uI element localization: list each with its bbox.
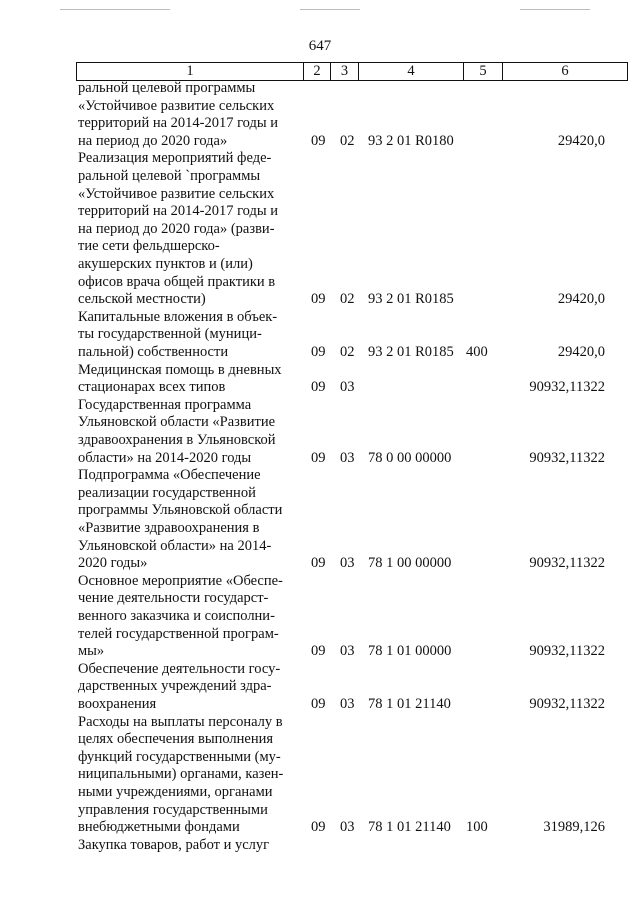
scan-mark <box>60 9 170 10</box>
row-description <box>78 397 301 467</box>
cell-c4: 78 1 01 21140 <box>368 819 451 836</box>
cell-c2: 09 <box>311 449 326 466</box>
cell-c4: 78 1 00 00000 <box>368 555 452 572</box>
description-line: Основное мероприятие «Обеспе- <box>78 572 283 589</box>
cell-c3: 03 <box>340 379 355 396</box>
description-line: чение деятельности государст- <box>78 590 269 607</box>
cell-c6: 90932,11322 <box>529 555 605 572</box>
cell-c6: 90932,11322 <box>529 449 605 466</box>
row-description <box>78 573 301 661</box>
header-col-5: 5 <box>479 63 487 79</box>
description-line: Государственная программа <box>78 396 252 413</box>
page-number: 647 <box>308 38 332 54</box>
description-line: тие сети фельдшерско- <box>78 238 220 255</box>
description-line: Ульяновской области» на 2014- <box>78 537 272 554</box>
description-line: ты государственной (муници- <box>78 326 262 343</box>
table-header <box>76 62 628 81</box>
description-line: 2020 годы» <box>78 555 148 572</box>
cell-c2: 09 <box>311 695 326 712</box>
description-line: Подпрограмма «Обеспечение <box>78 467 261 484</box>
description-line: ными учреждениями, органами <box>78 783 273 800</box>
cell-c6: 90932,11322 <box>529 379 605 396</box>
description-line: на период до 2020 года» <box>78 132 228 149</box>
description-line: ниципальными) органами, казен- <box>78 766 284 783</box>
cell-c4: 78 1 01 21140 <box>368 695 451 712</box>
cell-c3: 02 <box>340 291 355 308</box>
description-line: Медицинская помощь в дневных <box>78 361 282 378</box>
cell-c2: 09 <box>311 643 326 660</box>
cell-c2: 09 <box>311 555 326 572</box>
cell-c2: 09 <box>311 379 326 396</box>
cell-c5: 400 <box>466 343 488 360</box>
description-line: «Устойчивое развитие сельских <box>78 185 275 202</box>
description-line: функций государственными (му- <box>78 748 281 765</box>
header-col-4: 4 <box>407 63 415 79</box>
description-line: мы» <box>78 643 105 660</box>
description-line: реализации государственной <box>78 484 256 501</box>
cell-c3: 03 <box>340 819 355 836</box>
cell-c4: 78 1 01 00000 <box>368 643 452 660</box>
cell-c4: 93 2 01 R0185 <box>368 343 454 360</box>
description-line: ральной целевой программы <box>78 80 256 96</box>
cell-c2: 09 <box>311 819 326 836</box>
description-line: пальной) собственности <box>78 343 229 360</box>
description-line: территорий на 2014-2017 годы и <box>78 115 279 132</box>
cell-c3: 03 <box>340 643 355 660</box>
row-description <box>78 362 301 397</box>
cell-c4: 93 2 01 R0185 <box>368 291 454 308</box>
header-col-2: 2 <box>313 63 321 79</box>
row-description <box>78 467 301 573</box>
description-line: области» на 2014-2020 годы <box>78 449 252 466</box>
cell-c6: 90932,11322 <box>529 695 605 712</box>
description-line: «Устойчивое развитие сельских <box>78 97 275 114</box>
description-line: ральной целевой `программы <box>78 167 261 184</box>
description-line: воохранения <box>78 695 157 712</box>
cell-c5: 100 <box>466 819 488 836</box>
description-line: целях обеспечения выполнения <box>78 731 274 748</box>
description-line: Ульяновской области «Развитие <box>78 414 276 431</box>
cell-c6: 31989,126 <box>543 819 605 836</box>
cell-c6: 90932,11322 <box>529 643 605 660</box>
scan-mark <box>520 9 590 10</box>
row-description <box>78 661 301 714</box>
description-line: стационарах всех типов <box>78 379 226 396</box>
description-line: Реализация мероприятий феде- <box>78 150 272 167</box>
cell-c6: 29420,0 <box>557 132 605 149</box>
description-line: на период до 2020 года» (разви- <box>78 220 275 237</box>
cell-c4: 78 0 00 00000 <box>368 449 452 466</box>
header-col-1: 1 <box>186 63 194 79</box>
scan-mark <box>300 9 360 10</box>
header-col-6: 6 <box>561 63 569 79</box>
description-line: Обеспечение деятельности госу- <box>78 660 281 677</box>
description-line: венного заказчика и соисполни- <box>78 607 275 624</box>
description-line: сельской местности) <box>78 291 206 308</box>
cell-c4: 93 2 01 R0180 <box>368 132 454 149</box>
cell-c2: 09 <box>311 343 326 360</box>
cell-c3: 02 <box>340 343 355 360</box>
description-line: дарственных учреждений здра- <box>78 678 272 695</box>
row-description <box>78 80 301 150</box>
description-line: телей государственной програм- <box>78 625 279 642</box>
cell-c3: 02 <box>340 132 355 149</box>
cell-c2: 09 <box>311 291 326 308</box>
description-line: офисов врача общей практики в <box>78 273 276 290</box>
description-line: управления государственными <box>78 801 268 818</box>
description-line: «Развитие здравоохранения в <box>78 519 260 536</box>
cell-c2: 09 <box>311 132 326 149</box>
row-description <box>78 714 301 837</box>
description-line: Закупка товаров, работ и услуг <box>78 836 270 853</box>
row-description <box>78 150 301 308</box>
cell-c3: 03 <box>340 695 355 712</box>
header-col-3: 3 <box>340 63 349 79</box>
cell-c6: 29420,0 <box>557 343 605 360</box>
description-line: программы Ульяновской области <box>78 502 283 519</box>
cell-c3: 03 <box>340 449 355 466</box>
description-line: Капитальные вложения в объек- <box>78 308 278 325</box>
cell-c3: 03 <box>340 555 355 572</box>
row-description <box>78 309 301 362</box>
description-line: здравоохранения в Ульяновской <box>78 431 276 448</box>
description-line: Расходы на выплаты персоналу в <box>78 713 283 730</box>
description-line: внебюджетными фондами <box>78 819 240 836</box>
description-line: акушерских пунктов и (или) <box>78 255 253 272</box>
description-line: территорий на 2014-2017 годы и <box>78 203 279 220</box>
cell-c6: 29420,0 <box>557 291 605 308</box>
row-description <box>78 837 301 855</box>
